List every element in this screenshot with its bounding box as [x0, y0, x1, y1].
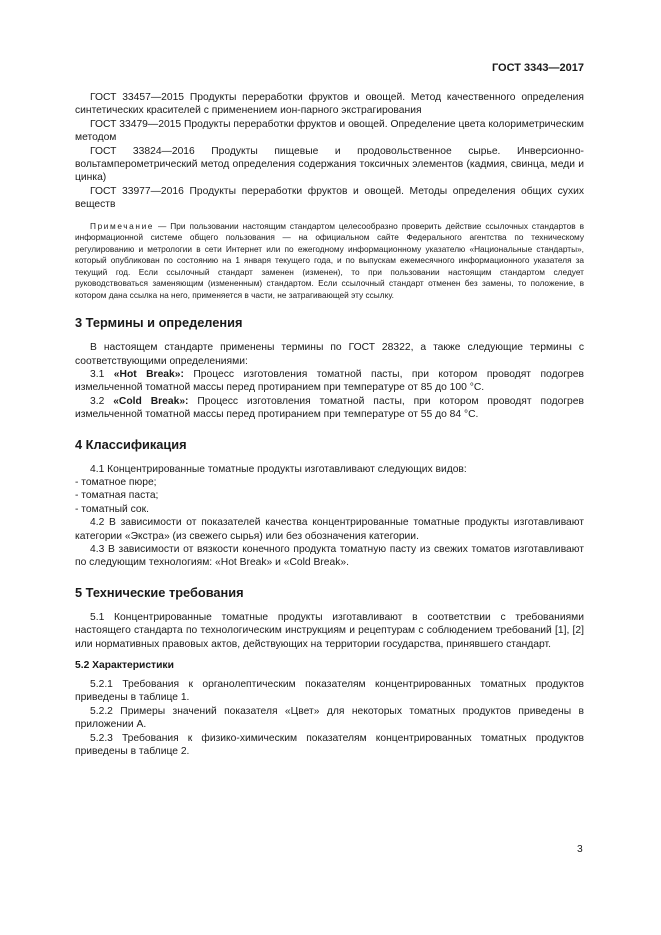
reference-item: ГОСТ 33824—2016 Продукты пищевые и продовольственное сырье. Инверсионно-вольтамперометрический метод определения содержания токсичных элементов (кадмия, свинца, меди и цинка)	[75, 145, 584, 184]
term-definition: Процесс изготовления томатной пасты, при котором проводят подогрев измельченной томатной массы перед протиранием при температуре от 55 до 84 °С.	[75, 395, 584, 421]
note-text: — При пользовании настоящим стандартом целесообразно проверить действие ссылочных стандартов в информационной системе общего пользования — на официальном сайте Федерального агентства по техническому регулированию и метрологии в сети Интернет или по ежегодному информационному указателю «Национальные стандарты», который опубликован по состоянию на 1 января текущего года, и по выпускам ежемесячного информационного указателя за текущий год. Если ссылочный стандарт заменен (изменен), то при пользовании настоящим стандартом следует руководствоваться заменяющим (измененным) стандартом. Если ссылочный стандарт отменен без замены, то положение, в котором дана ссылка на него, применяется в части, не затрагивающей эту ссылку.	[75, 220, 584, 300]
list-item: - томатная паста;	[75, 490, 159, 502]
term-definition: Процесс изготовления томатной пасты, при котором проводят подогрев измельченной томатной массы перед протиранием при температуре от 85 до 100 °С.	[75, 368, 584, 394]
section-3-title: 3 Термины и определения	[75, 315, 243, 331]
term-name: «Cold Break»:	[113, 395, 189, 407]
list-item: - томатный сок.	[75, 503, 149, 515]
paragraph-5-2-3: 5.2.3 Требования к физико-химическим показателям концентрированных томатных продуктов приведены в таблице 2.	[75, 732, 584, 758]
section-5-title: 5 Технические требования	[75, 584, 244, 600]
section-4-title: 4 Классификация	[75, 436, 187, 452]
page-content	[75, 91, 584, 759]
paragraph-4-1: 4.1 Концентрированные томатные продукты изготавливают следующих видов:	[90, 463, 467, 475]
term-name: «Hot Break»:	[113, 368, 184, 380]
page-number: 3	[577, 844, 583, 855]
note-label: Примечание	[90, 220, 155, 231]
paragraph-5-2-2: 5.2.2 Примеры значений показателя «Цвет» для некоторых томатных продуктов приведены в приложении А.	[75, 705, 584, 731]
section-3-intro: В настоящем стандарте применены термины по ГОСТ 28322, а также следующие термины с соответствующими определениями:	[75, 342, 584, 367]
reference-item: ГОСТ 33977—2016 Продукты переработки фруктов и овощей. Методы определения общих сухих веществ	[75, 185, 584, 211]
reference-item: ГОСТ 33457—2015 Продукты переработки фруктов и овощей. Метод качественного определения синтетических красителей с применением ион-парного экстрагирования	[75, 92, 584, 117]
paragraph-5-1: 5.1 Концентрированные томатные продукты изготавливают в соответствии с требованиями настоящего стандарта по технологическим инструкциям и рецептурам с соблюдением требований [1], [2] или нормативных правовых актов, действующих на территории государства, принявшего стандарт.	[75, 611, 584, 650]
term-cold-break	[75, 395, 584, 422]
term-hot-break	[75, 368, 584, 395]
reference-note	[75, 221, 584, 302]
term-number: 3.1	[90, 368, 114, 380]
list-item: - томатное пюре;	[75, 477, 157, 488]
paragraph-4-3: 4.3 В зависимости от вязкости конечного продукта томатную пасту из свежих томатов изготавливают по следующим технологиям: «Hot Break» и «Cold Break».	[75, 544, 584, 569]
subsection-5-2-title: 5.2 Характеристики	[75, 660, 174, 672]
paragraph-5-2-1: 5.2.1 Требования к органолептическим показателям концентрированных томатных продуктов приведены в таблице 1.	[75, 679, 584, 704]
paragraph-4-2: 4.2 В зависимости от показателей качества концентрированные томатные продукты изготавливают категории «Экстра» (из свежего сырья) или без обозначения категории.	[75, 517, 584, 542]
document-header: ГОСТ 3343—2017	[491, 62, 584, 74]
reference-item: ГОСТ 33479—2015 Продукты переработки фруктов и овощей. Определение цвета колориметрическим методом	[75, 118, 584, 144]
term-number: 3.2	[90, 395, 114, 407]
